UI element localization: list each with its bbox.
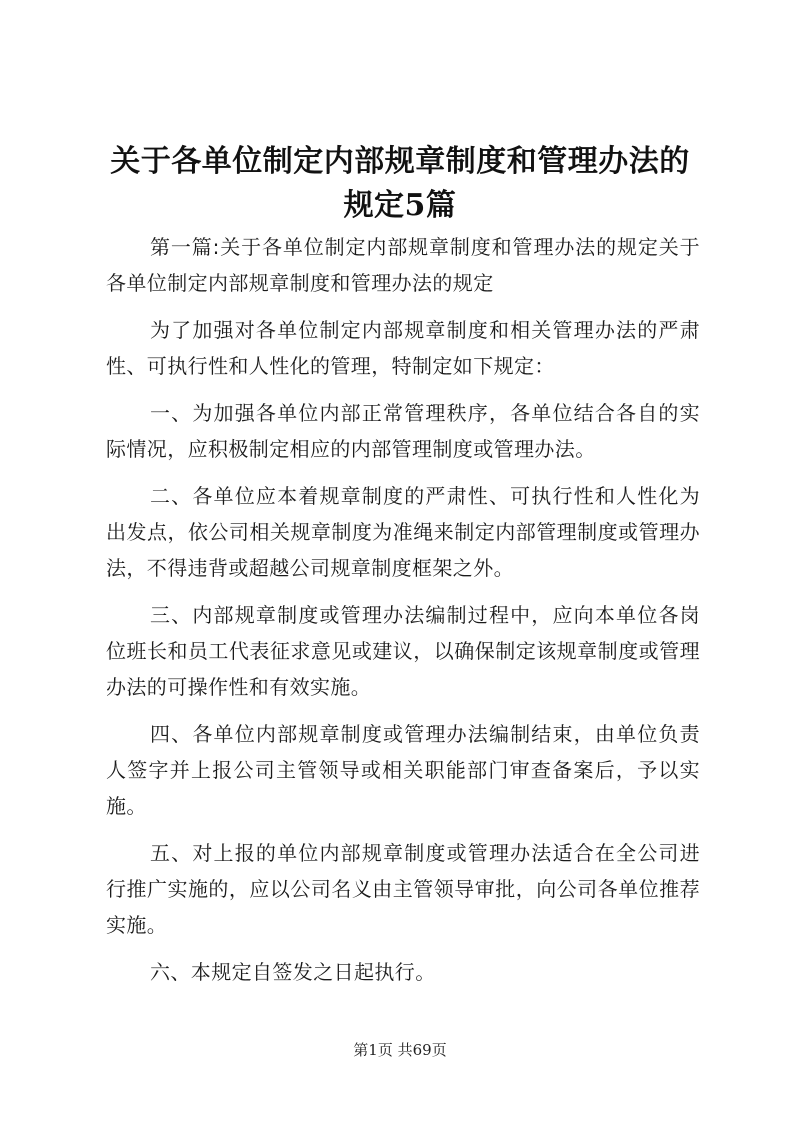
paragraph: 六、本规定自签发之日起执行。 xyxy=(150,960,436,984)
paragraph: 第一篇:关于各单位制定内部规章制度和管理办法的规定关于各单位制定内部规章制度和管理办法的规定 xyxy=(106,235,700,295)
paragraph: 四、各单位内部规章制度或管理办法编制结束，由单位负责人签字并上报公司主管领导或相关职能部门审查备案后，予以实施。 xyxy=(106,722,700,818)
paragraph: 一、为加强各单位内部正常管理秩序，各单位结合各自的实际情况，应积极制定相应的内部管理制度或管理办法。 xyxy=(106,401,700,461)
document-body xyxy=(106,229,700,1001)
paragraph: 五、对上报的单位内部规章制度或管理办法适合在全公司进行推广实施的，应以公司名义由主管领导审批，向公司各单位推荐实施。 xyxy=(106,841,700,937)
paragraph: 为了加强对各单位制定内部规章制度和相关管理办法的严肃性、可执行性和人性化的管理，特制定如下规定： xyxy=(106,318,700,378)
page-number-footer: 第1页 共69页 xyxy=(353,1041,447,1059)
paragraph: 三、内部规章制度或管理办法编制过程中，应向本单位各岗位班长和员工代表征求意见或建议，以确保制定该规章制度或管理办法的可操作性和有效实施。 xyxy=(106,603,700,699)
document-title: 关于各单位制定内部规章制度和管理办法的规定5篇 xyxy=(110,144,690,223)
paragraph: 二、各单位应本着规章制度的严肃性、可执行性和人性化为出发点，依公司相关规章制度为准绳来制定内部管理制度或管理办法，不得违背或超越公司规章制度框架之外。 xyxy=(106,484,700,580)
